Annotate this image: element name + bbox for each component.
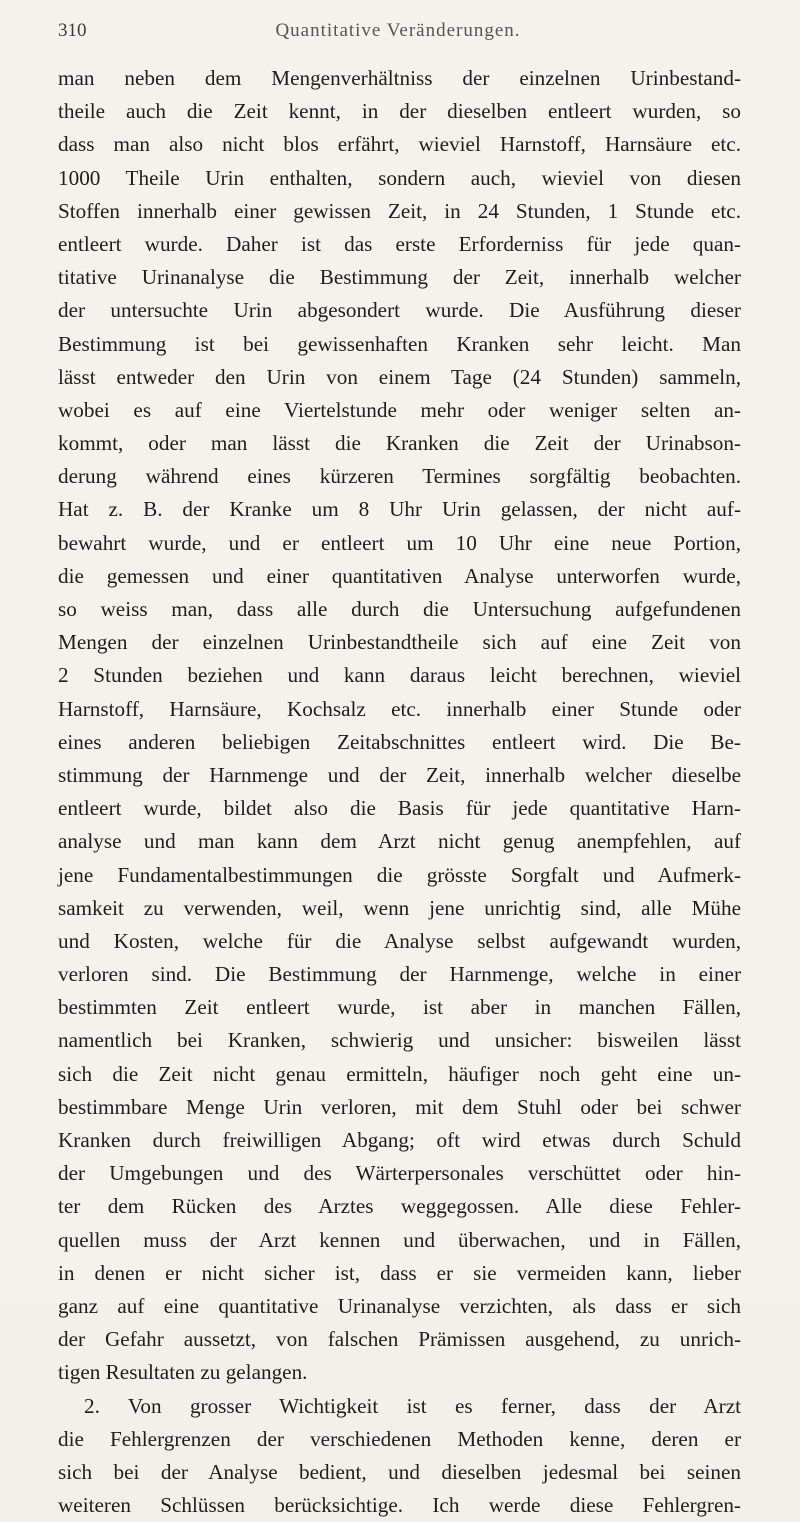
- text-line: Bestimmung ist bei gewissenhaften Kranken sehr leicht. Man: [58, 331, 741, 356]
- text-line: eines anderen beliebigen Zeitabschnittes entleert wird. Die Be-: [58, 729, 741, 754]
- page-number: 310: [58, 20, 87, 41]
- text-line: dass man also nicht blos erfährt, wieviel Harnstoff, Harnsäure etc.: [58, 132, 741, 157]
- text-line: ter dem Rücken des Arztes weggegossen. Alle diese Fehler-: [58, 1194, 741, 1219]
- text-line: Kranken durch freiwilligen Abgang; oft wird etwas durch Schuld: [58, 1128, 741, 1152]
- text-line: ganz auf eine quantitative Urinanalyse verzichten, als dass er sich: [58, 1293, 741, 1318]
- text-line: die Fehlergrenzen der verschiedenen Methoden kenne, deren er: [58, 1426, 741, 1451]
- text-line: entleert wurde. Daher ist das erste Erforderniss für jede quan-: [58, 231, 741, 256]
- text-line: titative Urinanalyse die Bestimmung der Zeit, innerhalb welcher: [58, 265, 741, 290]
- text-line: Stoffen innerhalb einer gewissen Zeit, in 24 Stunden, 1 Stunde etc.: [58, 198, 741, 223]
- text-line: 2. Von grosser Wichtigkeit ist es ferner, dass der Arzt: [84, 1393, 741, 1418]
- text-line: bestimmbare Menge Urin verloren, mit dem Stuhl oder bei schwer: [58, 1094, 741, 1119]
- text-line: derung während eines kürzeren Termines sorgfältig beobachten.: [58, 464, 741, 489]
- text-line: in denen er nicht sicher ist, dass er sie vermeiden kann, lieber: [58, 1260, 741, 1285]
- text-line: Hat z. B. der Kranke um 8 Uhr Urin gelassen, der nicht auf-: [58, 497, 741, 522]
- text-line: sich die Zeit nicht genau ermitteln, häufiger noch geht eine un-: [58, 1061, 741, 1086]
- text-line: entleert wurde, bildet also die Basis für jede quantitative Harn-: [58, 796, 741, 821]
- body-text: [58, 62, 741, 1522]
- text-line: quellen muss der Arzt kennen und überwachen, und in Fällen,: [58, 1227, 741, 1252]
- text-line: der Umgebungen und des Wärterpersonales verschüttet oder hin-: [58, 1161, 741, 1186]
- text-line: bestimmten Zeit entleert wurde, ist aber in manchen Fällen,: [58, 995, 741, 1020]
- text-line: der untersuchte Urin abgesondert wurde. Die Ausführung dieser: [58, 298, 741, 323]
- text-line: 2 Stunden beziehen und kann daraus leicht berechnen, wieviel: [58, 663, 741, 688]
- text-line: weiteren Schlüssen berücksichtige. Ich werde diese Fehlergren-: [58, 1493, 741, 1518]
- text-line: namentlich bei Kranken, schwierig und unsicher: bisweilen lässt: [58, 1028, 741, 1053]
- text-line: sich bei der Analyse bedient, und dieselben jedesmal bei seinen: [58, 1459, 741, 1484]
- text-line: verloren sind. Die Bestimmung der Harnmenge, welche in einer: [58, 962, 741, 987]
- text-line: die gemessen und einer quantitativen Analyse unterworfen wurde,: [58, 563, 741, 588]
- text-line: 1000 Theile Urin enthalten, sondern auch, wieviel von diesen: [58, 165, 741, 190]
- text-line: samkeit zu verwenden, weil, wenn jene unrichtig sind, alle Mühe: [58, 895, 741, 920]
- text-line: Mengen der einzelnen Urinbestandtheile sich auf eine Zeit von: [58, 630, 741, 655]
- page-header: [58, 20, 738, 50]
- text-line: stimmung der Harnmenge und der Zeit, innerhalb welcher dieselbe: [58, 762, 741, 787]
- text-line: so weiss man, dass alle durch die Untersuchung aufgefundenen: [58, 597, 741, 621]
- text-line: man neben dem Mengenverhältniss der einzelnen Urinbestand-: [58, 66, 741, 90]
- text-line: kommt, oder man lässt die Kranken die Zeit der Urinabson-: [58, 431, 741, 456]
- text-line: bewahrt wurde, und er entleert um 10 Uhr eine neue Portion,: [58, 530, 741, 555]
- text-line: Harnstoff, Harnsäure, Kochsalz etc. innerhalb einer Stunde oder: [58, 696, 741, 721]
- text-line: tigen Resultaten zu gelangen.: [58, 1360, 308, 1385]
- text-line: lässt entweder den Urin von einem Tage (24 Stunden) sammeln,: [58, 364, 741, 389]
- text-line: analyse und man kann dem Arzt nicht genug anempfehlen, auf: [58, 829, 741, 854]
- text-line: wobei es auf eine Viertelstunde mehr oder weniger selten an-: [58, 397, 741, 422]
- text-line: der Gefahr aussetzt, von falschen Prämissen ausgehend, zu unrich-: [58, 1327, 741, 1352]
- running-title: Quantitative Veränderungen.: [275, 20, 521, 41]
- text-line: jene Fundamentalbestimmungen die grösste Sorgfalt und Aufmerk-: [58, 862, 741, 887]
- text-line: theile auch die Zeit kennt, in der dieselben entleert wurden, so: [58, 99, 741, 124]
- text-line: und Kosten, welche für die Analyse selbst aufgewandt wurden,: [58, 928, 741, 953]
